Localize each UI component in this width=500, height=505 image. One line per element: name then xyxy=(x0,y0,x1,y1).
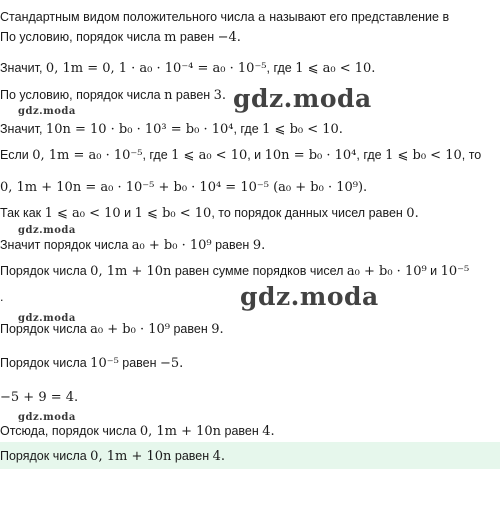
math-expression: −4. xyxy=(217,30,241,45)
math-expression: 1 ⩽ a₀ < 10 xyxy=(44,206,121,221)
math-expression: −5 + 9 = 4. xyxy=(0,390,79,405)
conclusion-line xyxy=(0,422,275,441)
text-fragment: Порядок числа xyxy=(0,322,91,336)
text-fragment: и xyxy=(120,206,135,220)
text-fragment: По условию, порядок числа xyxy=(0,30,165,44)
condition-n-line xyxy=(0,86,226,105)
text-fragment: равен xyxy=(118,356,161,370)
text-fragment: , то порядок данных чисел равен xyxy=(211,206,407,220)
text-fragment: Стандартным видом положительного числа xyxy=(0,10,258,24)
math-expression: 10n = 10 · b₀ · 10³ = b₀ · 10⁴ xyxy=(45,122,234,137)
math-expression: 10n = b₀ · 10⁴ xyxy=(264,148,357,163)
math-expression: n xyxy=(164,88,173,103)
text-fragment: равен xyxy=(169,322,212,336)
order-10-line xyxy=(0,354,183,373)
text-fragment: , где xyxy=(356,148,386,162)
text-fragment: равен xyxy=(172,88,214,102)
math-expression: 4. xyxy=(262,424,275,439)
text-fragment: равен xyxy=(176,30,218,44)
watermark-big-2: gdz.moda xyxy=(240,282,379,311)
math-expression: 0. xyxy=(406,206,419,221)
watermark-small-1: gdz.moda xyxy=(18,106,76,117)
math-expression: a xyxy=(258,10,266,25)
math-expression: 1 ⩽ a₀ < 10. xyxy=(295,61,376,76)
math-expression: 9. xyxy=(252,238,266,253)
math-expression: 10⁻⁵ xyxy=(440,264,470,279)
math-expression: 0, 1m + 10n xyxy=(90,264,172,279)
order-a-b-line xyxy=(0,236,265,255)
order-sum-line xyxy=(0,262,469,281)
text-fragment: Порядок числа xyxy=(0,449,91,463)
derivation-m-line xyxy=(0,59,375,78)
math-expression: 1 ⩽ b₀ < 10. xyxy=(262,122,343,137)
text-fragment: равен xyxy=(211,238,253,252)
watermark-small-3: gdz.moda xyxy=(18,313,76,324)
text-fragment: , то xyxy=(461,148,482,162)
sum-formula-line xyxy=(0,178,367,197)
text-fragment: Если xyxy=(0,148,33,162)
math-expression: a₀ + b₀ · 10⁹ xyxy=(90,322,170,337)
math-expression: a₀ + b₀ · 10⁹ xyxy=(131,238,212,253)
text-fragment: Порядок числа xyxy=(0,264,91,278)
text-fragment: называют его представление в xyxy=(265,10,450,24)
arithmetic-line xyxy=(0,388,78,407)
text-fragment: , где xyxy=(142,148,172,162)
math-expression: −5. xyxy=(160,356,184,371)
text-fragment: и xyxy=(426,264,441,278)
text-fragment: равен сумме порядков чисел xyxy=(171,264,347,278)
text-fragment: , где xyxy=(233,122,263,136)
math-expression: 0, 1m = 0, 1 · a₀ · 10⁻⁴ = a₀ · 10⁻⁵ xyxy=(45,61,267,76)
watermark-big-1: gdz.moda xyxy=(233,84,372,113)
order-sum-continued xyxy=(0,288,3,306)
text-fragment: Отсюда, порядок числа xyxy=(0,424,140,438)
math-expression: 0, 1m + 10n xyxy=(90,449,172,464)
since-line xyxy=(0,204,419,223)
watermark-small-4: gdz.moda xyxy=(18,412,76,423)
math-expression: 0, 1m + 10n = a₀ · 10⁻⁵ + b₀ · 10⁴ = 10⁻⁵ (a₀ + b₀ · 10⁹). xyxy=(0,180,368,195)
math-expression: 9. xyxy=(211,322,224,337)
math-expression: 3. xyxy=(213,88,227,103)
if-line xyxy=(0,146,481,165)
text-fragment: По условию, порядок числа xyxy=(0,88,165,102)
text-fragment: Значит порядок числа xyxy=(0,238,132,252)
intro-line xyxy=(0,8,449,27)
text-fragment: . xyxy=(0,290,4,304)
derivation-n-line xyxy=(0,120,343,139)
math-expression: 1 ⩽ b₀ < 10 xyxy=(134,206,212,221)
math-expression: 0, 1m = a₀ · 10⁻⁵ xyxy=(32,148,143,163)
text-fragment: равен xyxy=(221,424,263,438)
answer-line xyxy=(0,447,225,466)
watermark-small-2: gdz.moda xyxy=(18,225,76,236)
math-expression: 1 ⩽ a₀ < 10 xyxy=(171,148,248,163)
condition-m-line xyxy=(0,28,241,47)
text-fragment: , где xyxy=(266,61,296,75)
math-expression: 4. xyxy=(212,449,226,464)
math-expression: a₀ + b₀ · 10⁹ xyxy=(346,264,427,279)
math-expression: 0, 1m + 10n xyxy=(139,424,222,439)
math-expression: 10⁻⁵ xyxy=(90,356,119,371)
text-fragment: Значит, xyxy=(0,61,46,75)
text-fragment: , и xyxy=(247,148,265,162)
text-fragment: Порядок числа xyxy=(0,356,91,370)
math-expression: m xyxy=(164,30,177,45)
text-fragment: равен xyxy=(171,449,213,463)
text-fragment: Так как xyxy=(0,206,45,220)
text-fragment: Значит, xyxy=(0,122,46,136)
math-expression: 1 ⩽ b₀ < 10 xyxy=(385,148,462,163)
